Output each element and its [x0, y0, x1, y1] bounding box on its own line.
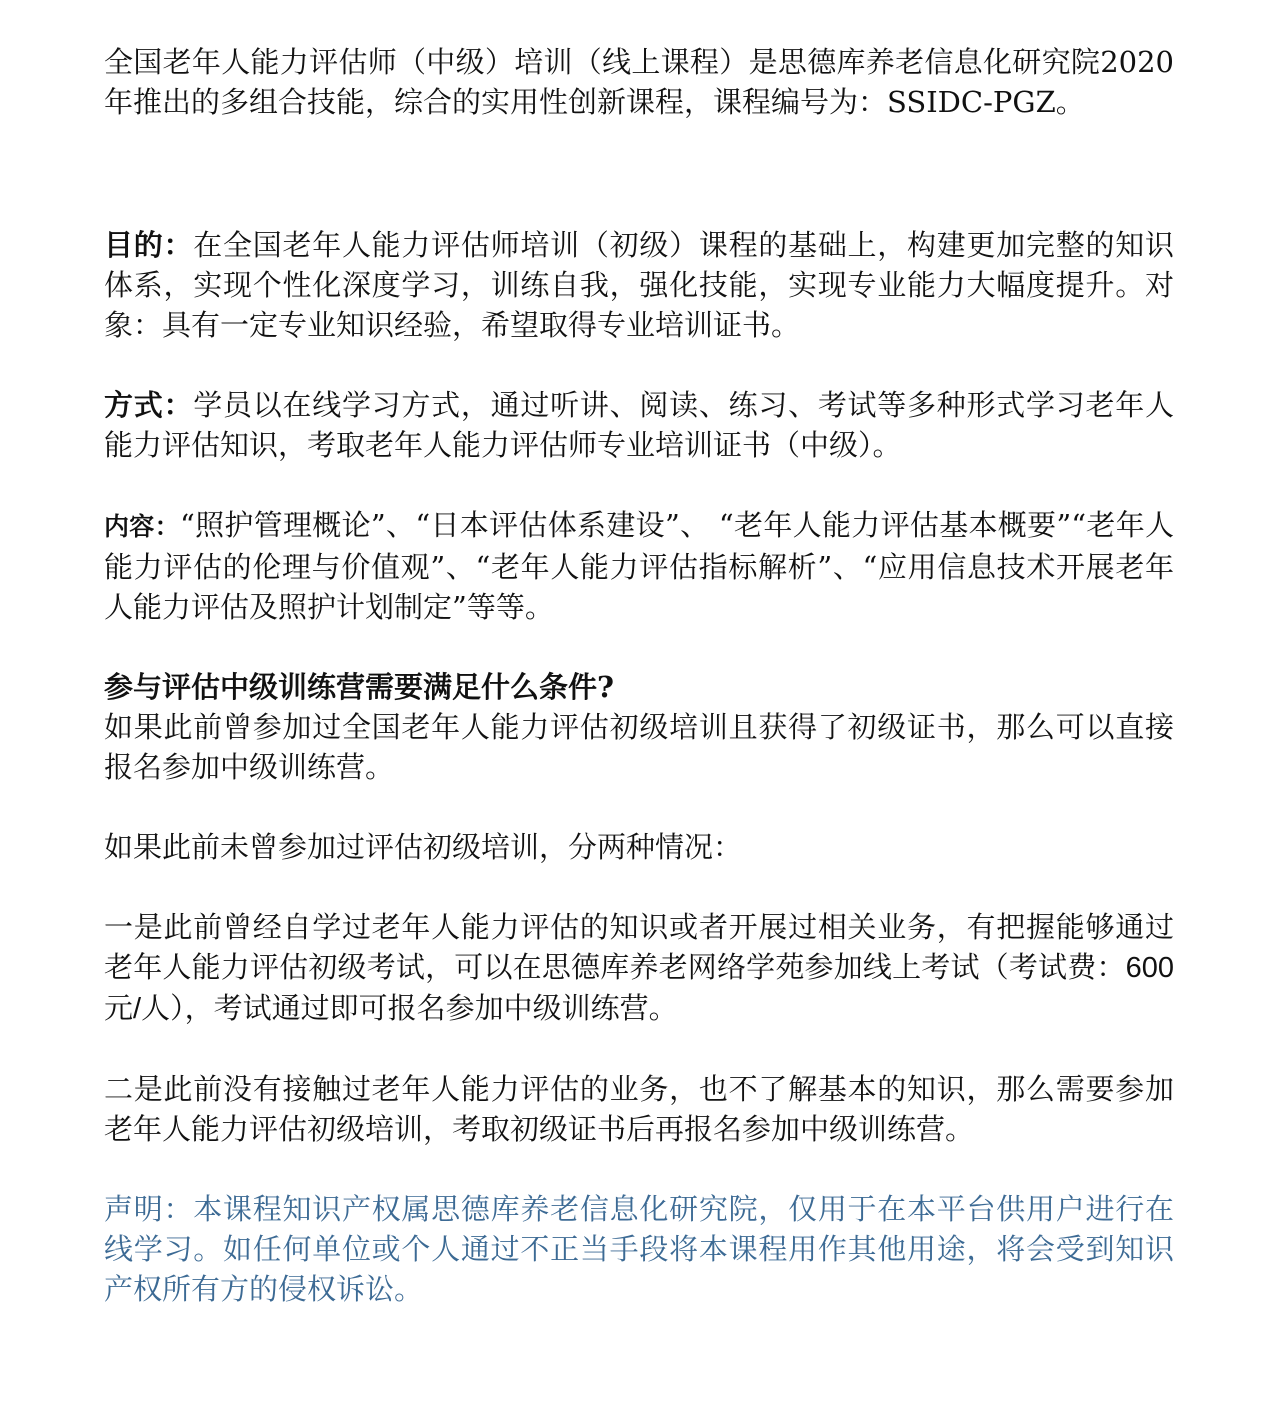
- notice-text: 声明：本课程知识产权属思德库养老信息化研究院，仅用于在本平台供用户进行在线学习。如任何单位或个人通过不正当手段将本课程用作其他用途，将会受到知识产权所有方的侵权诉讼。: [104, 1192, 1174, 1306]
- conditions-prior-cert: [104, 707, 1174, 787]
- intro-text: 全国老年人能力评估师（中级）培训（线上课程）是思德库养老信息化研究院2020年推出的多组合技能，综合的实用性创新课程，课程编号为：SSIDC-PGZ。: [104, 45, 1174, 119]
- conditions-no-prior: [104, 827, 1174, 867]
- case-one-text-b: ），考试通过即可报名参加中级训练营。: [170, 991, 678, 1025]
- case-two-text: 二是此前没有接触过老年人能力评估的业务，也不了解基本的知识，那么需要参加老年人能力评估初级培训，考取初级证书后再报名参加中级训练营。: [104, 1072, 1174, 1146]
- purpose-label: 目的：: [104, 228, 194, 262]
- case-one-paragraph: [104, 907, 1174, 1029]
- intro-paragraph: [104, 42, 1174, 122]
- exam-fee: 600 元/人: [104, 952, 1174, 1025]
- prior-cert-text: 如果此前曾参加过全国老年人能力评估初级培训且获得了初级证书，那么可以直接报名参加中级训练营。: [104, 710, 1174, 784]
- method-text: 学员以在线学习方式，通过听讲、阅读、练习、考试等多种形式学习老年人能力评估知识，考取老年人能力评估师专业培训证书（中级）。: [104, 388, 1174, 462]
- method-paragraph: [104, 385, 1174, 465]
- content-paragraph: [104, 505, 1174, 627]
- content-text: “照护管理概论”、“日本评估体系建设”、 “老年人能力评估基本概要”“老年人能力评估的伦理与价值观”、“老年人能力评估指标解析”、“应用信息技术开展老年人能力评估及照护计划制定”等等。: [104, 508, 1174, 624]
- conditions-heading: 参与评估中级训练营需要满足什么条件?: [104, 670, 614, 704]
- content-label: 内容：: [104, 512, 180, 541]
- copyright-notice: [104, 1189, 1174, 1309]
- purpose-text: 在全国老年人能力评估师培训（初级）课程的基础上，构建更加完整的知识体系，实现个性化深度学习，训练自我，强化技能，实现专业能力大幅度提升。对象：具有一定专业知识经验，希望取得专业培训证书。: [104, 228, 1174, 342]
- purpose-paragraph: [104, 225, 1174, 345]
- case-two-paragraph: [104, 1069, 1174, 1149]
- document-body: [104, 42, 1174, 1309]
- no-prior-text: 如果此前未曾参加过评估初级培训，分两种情况：: [104, 830, 743, 864]
- method-label: 方式：: [104, 388, 194, 422]
- case-one-text-a: 一是此前曾经自学过老年人能力评估的知识或者开展过相关业务，有把握能够通过老年人能力评估初级考试，可以在思德库养老网络学苑参加线上考试（考试费：: [104, 910, 1174, 984]
